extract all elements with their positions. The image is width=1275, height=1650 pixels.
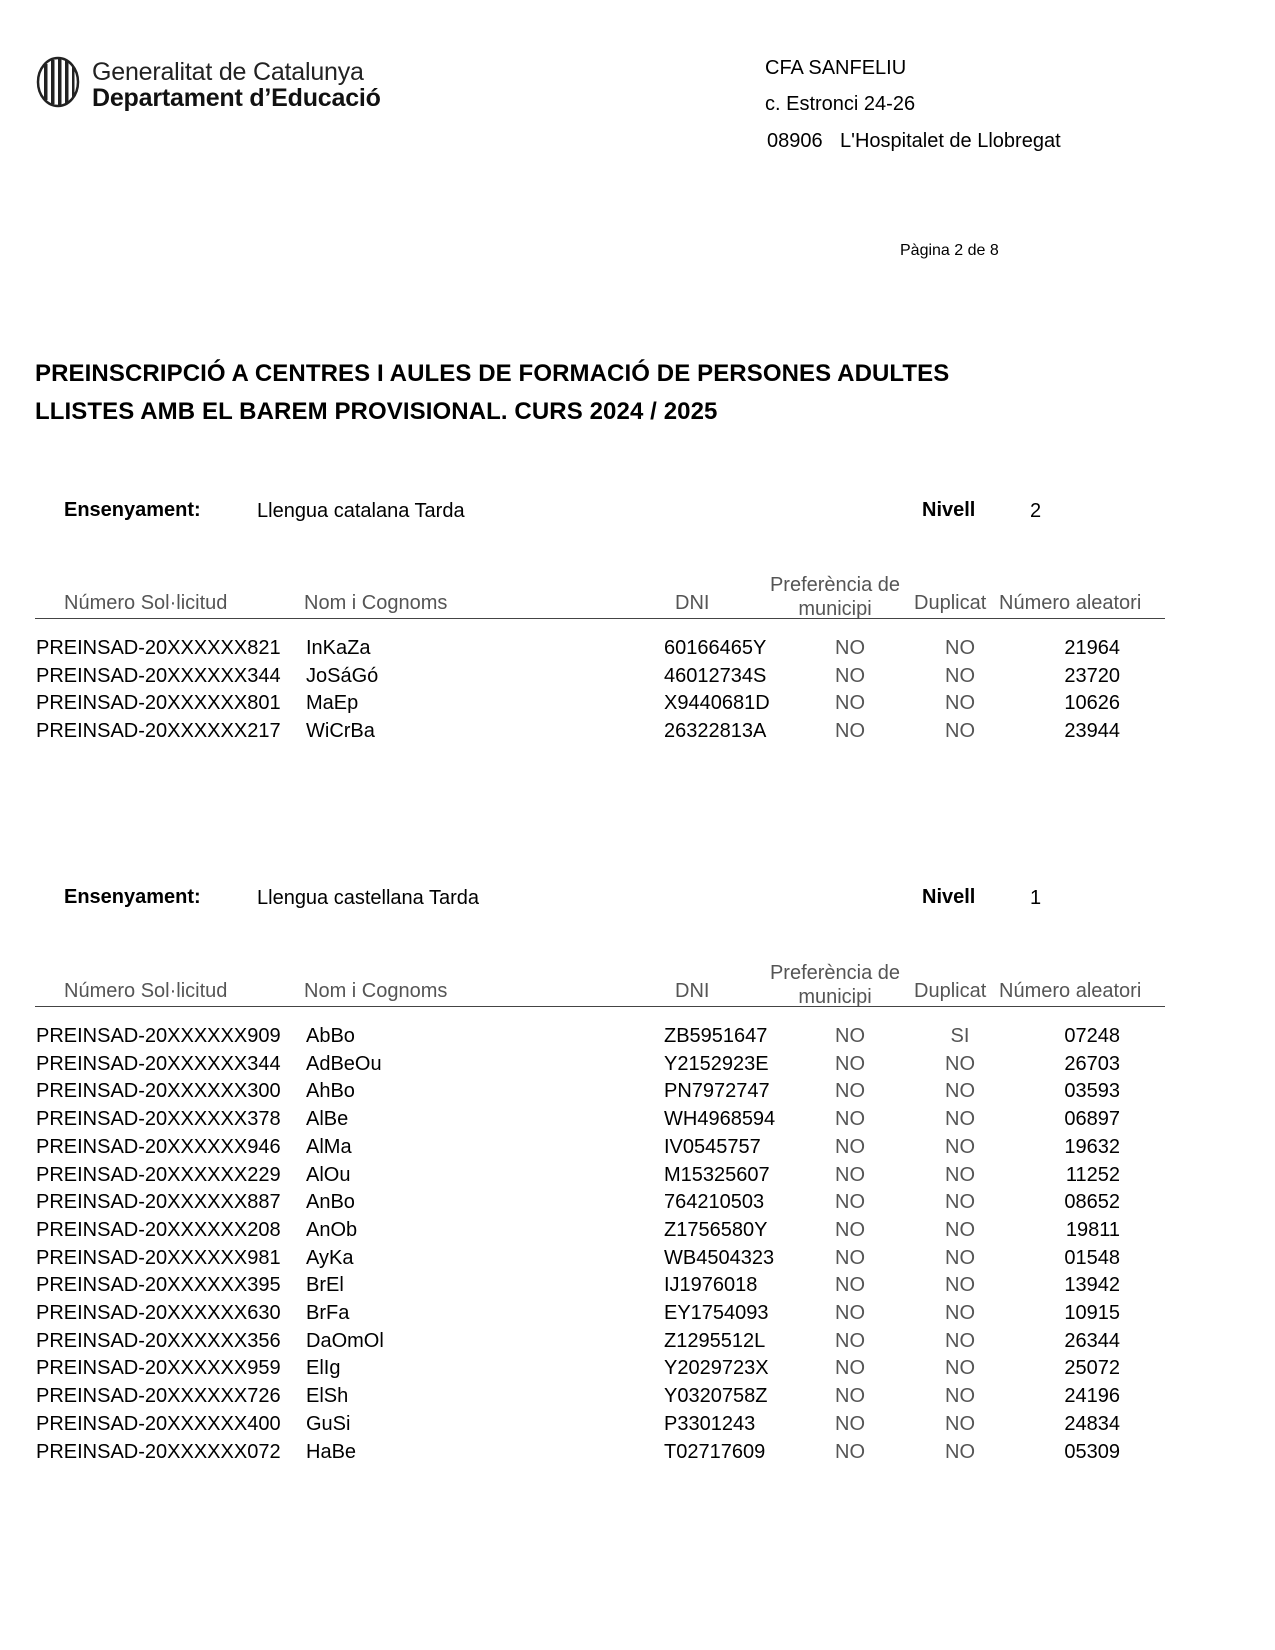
municipality-preference: NO — [835, 1135, 865, 1158]
table-row — [0, 1164, 1275, 1192]
request-number: PREINSAD-20XXXXXX946 — [36, 1135, 281, 1158]
duplicate-flag: NO — [945, 1302, 975, 1324]
dni: WB4504323 — [664, 1246, 775, 1269]
request-number: PREINSAD-20XXXXXX400 — [36, 1412, 281, 1435]
table-row — [0, 1330, 1275, 1358]
school-name: CFA SANFELIU — [765, 57, 907, 79]
ensenyament-label: Ensenyament: — [64, 886, 201, 908]
duplicate-flag: NO — [945, 1218, 975, 1241]
request-number: PREINSAD-20XXXXXX229 — [36, 1163, 281, 1186]
applicant-name: AhBo — [306, 1080, 355, 1103]
nivell-label: Nivell — [922, 499, 976, 521]
request-number: PREINSAD-20XXXXXX378 — [36, 1108, 281, 1131]
logo-text-generalitat: Generalitat de Catalunya — [92, 58, 364, 86]
applicant-name: ElSh — [306, 1385, 349, 1408]
table-row — [0, 1108, 1275, 1136]
applicant-name: HaBe — [306, 1440, 357, 1463]
dni: IJ1976018 — [664, 1274, 758, 1297]
request-number: PREINSAD-20XXXXXX726 — [36, 1385, 281, 1408]
duplicate-flag: NO — [945, 1191, 975, 1214]
dni: Z1295512L — [664, 1329, 766, 1352]
random-number: 03593 — [1064, 1080, 1120, 1103]
applicant-name: AdBeOu — [306, 1052, 382, 1075]
request-number: PREINSAD-20XXXXXX344 — [36, 664, 281, 687]
applicant-name: AlOu — [306, 1163, 351, 1186]
school-city: L'Hospitalet de Llobregat — [840, 130, 1061, 152]
random-number: 07248 — [1064, 1025, 1120, 1047]
request-number: PREINSAD-20XXXXXX630 — [36, 1302, 281, 1324]
random-number: 06897 — [1064, 1108, 1120, 1131]
dni: ZB5951647 — [664, 1025, 768, 1047]
duplicate-flag: NO — [945, 1163, 975, 1186]
municipality-preference: NO — [835, 1440, 865, 1463]
table-row — [0, 1302, 1275, 1330]
applicant-name: AbBo — [306, 1025, 355, 1047]
nivell-value: 1 — [1030, 887, 1042, 909]
table-row — [0, 1413, 1275, 1441]
duplicate-flag: NO — [945, 1080, 975, 1103]
table-row — [0, 1274, 1275, 1302]
request-number: PREINSAD-20XXXXXX217 — [36, 720, 281, 743]
col-header-pref-line2: municipi — [798, 598, 872, 620]
nivell-label: Nivell — [922, 886, 976, 908]
col-header-duplicat: Duplicat — [914, 980, 987, 1002]
col-header-pref-line1: Preferència de — [769, 574, 901, 596]
duplicate-flag: NO — [945, 1385, 975, 1408]
table-row — [0, 1191, 1275, 1219]
dni: 764210503 — [664, 1191, 765, 1214]
municipality-preference: NO — [835, 720, 865, 743]
municipality-preference: NO — [835, 1329, 865, 1352]
random-number: 25072 — [1064, 1357, 1120, 1380]
municipality-preference: NO — [835, 1108, 865, 1131]
duplicate-flag: NO — [945, 1412, 975, 1435]
logo-text-departament: Departament d’Educació — [92, 84, 381, 112]
request-number: PREINSAD-20XXXXXX300 — [36, 1080, 281, 1103]
random-number: 19811 — [1065, 1218, 1120, 1241]
random-number: 19632 — [1064, 1135, 1120, 1158]
random-number: 10915 — [1064, 1302, 1120, 1324]
random-number: 24196 — [1064, 1385, 1120, 1408]
table-row — [0, 1136, 1275, 1164]
municipality-preference: NO — [835, 1052, 865, 1075]
col-header-duplicat: Duplicat — [914, 592, 987, 614]
ensenyament-value: Llengua castellana Tarda — [257, 887, 480, 909]
municipality-preference: NO — [835, 1246, 865, 1269]
dni: 60166465Y — [664, 637, 767, 659]
random-number: 23944 — [1064, 720, 1120, 743]
applicant-name: InKaZa — [306, 637, 371, 659]
col-header-numero: Número Sol·licitud — [64, 980, 228, 1002]
col-header-pref-line2: municipi — [798, 986, 872, 1008]
random-number: 10626 — [1064, 692, 1120, 715]
duplicate-flag: NO — [945, 720, 975, 743]
dni: Y0320758Z — [664, 1385, 768, 1408]
table-row — [0, 665, 1275, 693]
school-street: c. Estronci 24-26 — [765, 93, 916, 115]
col-header-dni: DNI — [675, 980, 710, 1002]
dni: EY1754093 — [664, 1302, 769, 1324]
table-row — [0, 720, 1275, 748]
dni: PN7972747 — [664, 1080, 770, 1103]
col-header-aleatori: Número aleatori — [999, 980, 1142, 1002]
document-title-line2: LLISTES AMB EL BAREM PROVISIONAL. CURS 2024 / 2025 — [35, 398, 718, 425]
applicant-name: WiCrBa — [306, 720, 375, 743]
random-number: 26344 — [1064, 1329, 1120, 1352]
applicant-name: AnBo — [306, 1191, 355, 1214]
duplicate-flag: NO — [945, 1329, 975, 1352]
header-divider — [35, 618, 1165, 619]
duplicate-flag: NO — [945, 637, 975, 659]
random-number: 23720 — [1064, 664, 1120, 687]
dni: X9440681D — [664, 692, 770, 715]
random-number: 24834 — [1064, 1412, 1120, 1435]
municipality-preference: NO — [835, 692, 865, 715]
request-number: PREINSAD-20XXXXXX909 — [36, 1025, 281, 1047]
ensenyament-value: Llengua catalana Tarda — [257, 500, 465, 522]
col-header-nom: Nom i Cognoms — [304, 980, 448, 1002]
nivell-value: 2 — [1030, 500, 1042, 522]
applicant-name: AlMa — [306, 1135, 352, 1158]
municipality-preference: NO — [835, 637, 865, 659]
col-header-dni: DNI — [675, 592, 710, 614]
request-number: PREINSAD-20XXXXXX072 — [36, 1440, 281, 1463]
applicant-name: GuSi — [306, 1412, 351, 1435]
col-header-nom: Nom i Cognoms — [304, 592, 448, 614]
municipality-preference: NO — [835, 1163, 865, 1186]
applicant-name: AyKa — [306, 1246, 354, 1269]
municipality-preference: NO — [835, 1302, 865, 1324]
duplicate-flag: NO — [945, 1108, 975, 1131]
random-number: 26703 — [1064, 1052, 1120, 1075]
random-number: 01548 — [1064, 1246, 1120, 1269]
dni: M15325607 — [664, 1163, 770, 1186]
table-row — [0, 1053, 1275, 1081]
table-row — [0, 1025, 1275, 1053]
duplicate-flag: NO — [945, 1052, 975, 1075]
random-number: 11252 — [1065, 1163, 1120, 1186]
request-number: PREINSAD-20XXXXXX981 — [36, 1246, 281, 1269]
duplicate-flag: NO — [945, 1357, 975, 1380]
random-number: 13942 — [1064, 1274, 1120, 1297]
table-row — [0, 1357, 1275, 1385]
table-row — [0, 1385, 1275, 1413]
table-row — [0, 1247, 1275, 1275]
request-number: PREINSAD-20XXXXXX395 — [36, 1274, 281, 1297]
municipality-preference: NO — [835, 1385, 865, 1408]
table-row — [0, 692, 1275, 720]
applicant-name: DaOmOl — [306, 1329, 384, 1352]
dni: WH4968594 — [664, 1108, 776, 1131]
municipality-preference: NO — [835, 1080, 865, 1103]
dni: 26322813A — [664, 720, 767, 743]
municipality-preference: NO — [835, 1357, 865, 1380]
duplicate-flag: NO — [945, 692, 975, 715]
dni: P3301243 — [664, 1412, 756, 1435]
request-number: PREINSAD-20XXXXXX356 — [36, 1329, 281, 1352]
col-header-pref-line1: Preferència de — [769, 962, 901, 984]
col-header-numero: Número Sol·licitud — [64, 592, 228, 614]
random-number: 08652 — [1064, 1191, 1120, 1214]
dni: Z1756580Y — [664, 1218, 768, 1241]
school-postcode: 08906 — [767, 130, 823, 152]
applicant-name: AnOb — [306, 1218, 358, 1241]
table-row — [0, 1219, 1275, 1247]
request-number: PREINSAD-20XXXXXX344 — [36, 1052, 281, 1075]
municipality-preference: NO — [835, 1274, 865, 1297]
dni: Y2029723X — [664, 1357, 769, 1380]
duplicate-flag: SI — [950, 1025, 970, 1047]
dni: 46012734S — [664, 664, 767, 687]
applicant-name: ElIg — [306, 1357, 341, 1380]
municipality-preference: NO — [835, 664, 865, 687]
duplicate-flag: NO — [945, 1135, 975, 1158]
random-number: 05309 — [1064, 1440, 1120, 1463]
applicant-name: BrEl — [306, 1274, 344, 1297]
duplicate-flag: NO — [945, 1274, 975, 1297]
applicant-name: AlBe — [306, 1108, 349, 1131]
random-number: 21964 — [1064, 637, 1120, 659]
request-number: PREINSAD-20XXXXXX801 — [36, 692, 281, 715]
col-header-aleatori: Número aleatori — [999, 592, 1142, 614]
header-divider — [35, 1006, 1165, 1007]
generalitat-logo-icon — [36, 56, 80, 108]
duplicate-flag: NO — [945, 1246, 975, 1269]
table-row — [0, 1441, 1275, 1469]
municipality-preference: NO — [835, 1218, 865, 1241]
duplicate-flag: NO — [945, 664, 975, 687]
request-number: PREINSAD-20XXXXXX959 — [36, 1357, 281, 1380]
request-number: PREINSAD-20XXXXXX821 — [36, 637, 281, 659]
request-number: PREINSAD-20XXXXXX208 — [36, 1218, 281, 1241]
applicant-name: BrFa — [306, 1302, 350, 1324]
municipality-preference: NO — [835, 1412, 865, 1435]
municipality-preference: NO — [835, 1191, 865, 1214]
request-number: PREINSAD-20XXXXXX887 — [36, 1191, 281, 1214]
page-number: Pàgina 2 de 8 — [900, 242, 999, 259]
dni: Y2152923E — [664, 1052, 769, 1075]
applicant-name: JoSáGó — [306, 664, 379, 687]
applicant-name: MaEp — [306, 692, 359, 715]
dni: IV0545757 — [664, 1135, 761, 1158]
document-title-line1: PREINSCRIPCIÓ A CENTRES I AULES DE FORMACIÓ DE PERSONES ADULTES — [35, 360, 950, 387]
municipality-preference: NO — [835, 1025, 865, 1047]
table-row — [0, 637, 1275, 665]
ensenyament-label: Ensenyament: — [64, 499, 201, 521]
dni: T02717609 — [664, 1440, 766, 1463]
table-row — [0, 1080, 1275, 1108]
duplicate-flag: NO — [945, 1440, 975, 1463]
